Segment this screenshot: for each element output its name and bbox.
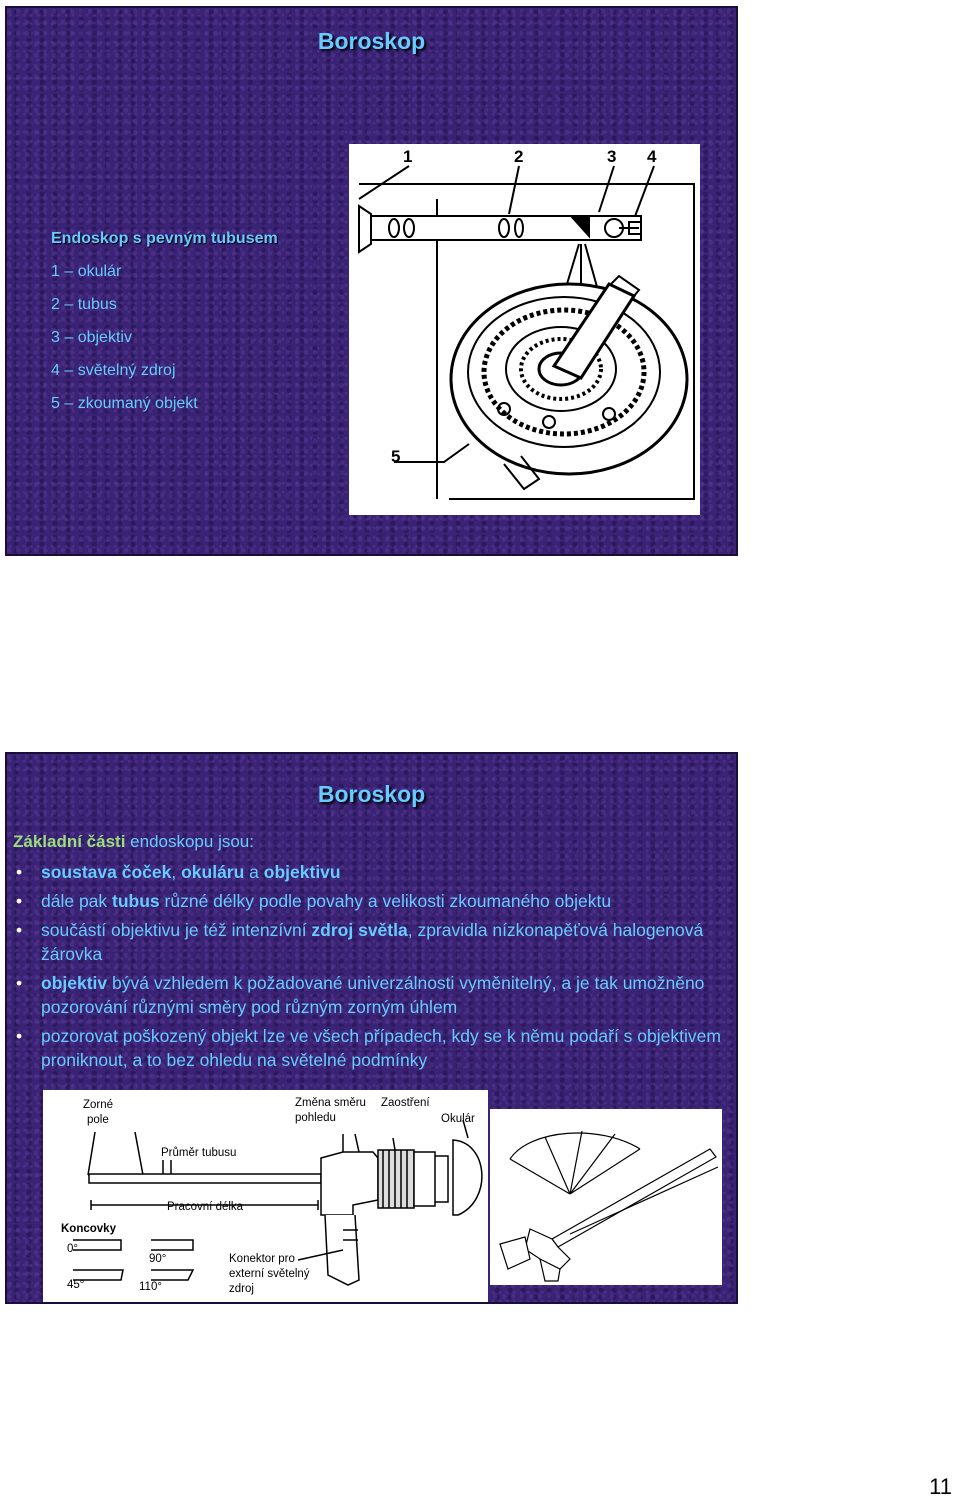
bullet-text: různé délky podle povahy a velikosti zkoumaného objektu: [159, 891, 612, 911]
bullet-text-bold: okuláru: [181, 862, 245, 882]
lbl-45: 45°: [67, 1279, 85, 1291]
bullet-dot: •: [16, 891, 23, 911]
bullet-text: ,: [171, 862, 182, 882]
bullet-text: , zpravidla nízkonapěťová halogenová žárovka: [41, 920, 704, 964]
lbl-110: 110°: [139, 1281, 162, 1293]
label-2: 2: [514, 147, 524, 166]
lbl-okular: Okulár: [441, 1113, 475, 1125]
legend-item: 1 – okulár: [51, 263, 122, 280]
bullet-item: [13, 971, 735, 1019]
lbl-zorne: Zorné: [83, 1099, 114, 1111]
bullet-text: pozorovat poškozený objekt lze ve všech případech, kdy se k němu podaří s objektivem proniknout, a to bez ohledu na světelné podmínky: [41, 1026, 721, 1070]
lbl-zmena2: pohledu: [295, 1112, 336, 1124]
intro-emphasis: Základní části: [13, 832, 126, 851]
lbl-konektor3: zdroj: [229, 1283, 254, 1295]
bullet-text-bold: soustava čoček: [41, 862, 172, 882]
label-3: 3: [607, 147, 617, 166]
legend-item: 2 – tubus: [51, 296, 117, 313]
bullet-text-bold: objektivu: [263, 862, 341, 882]
bullet-dot: •: [16, 1026, 23, 1046]
bullet-item: [13, 860, 735, 884]
intro-text: endoskopu jsou:: [125, 832, 254, 851]
slide-title: Boroskop: [317, 28, 426, 54]
rigid-borescope-drawing: [490, 1109, 722, 1285]
bullet-text-bold: zdroj světla: [311, 920, 408, 940]
intro-line: [13, 832, 254, 852]
page-number: 11: [929, 1474, 952, 1499]
bullet-dot: •: [16, 862, 23, 882]
slide-1: [5, 6, 738, 556]
label-5: 5: [391, 447, 401, 466]
bullet-text: bývá vzhledem k požadované univerzálnosti vyměnitelný, a je tak umožněno pozorování různými směry pod různým zorným úhlem: [41, 973, 705, 1017]
lbl-zmena1: Změna směru: [295, 1097, 366, 1109]
bullet-text-bold: objektiv: [41, 973, 108, 993]
bullet-text: a: [244, 862, 264, 882]
bullet-text: dále pak: [41, 891, 113, 911]
lbl-konektor2: externí světelný: [229, 1268, 310, 1280]
bullet-item: [13, 1024, 735, 1072]
bullet-text-bold: tubus: [112, 891, 160, 911]
legend-item: 4 – světelný zdroj: [51, 362, 176, 379]
legend-item: 5 – zkoumaný objekt: [51, 395, 198, 412]
lbl-prumer: Průměr tubusu: [161, 1147, 237, 1159]
borescope-diagram: [349, 144, 700, 515]
legend-item: 3 – objektiv: [51, 329, 132, 346]
parts-bullet-list: [13, 860, 735, 1077]
borescope-schematic: [43, 1090, 488, 1304]
lbl-zaostreni: Zaostření: [381, 1097, 430, 1109]
slide-2: [5, 752, 738, 1304]
slide-title: Boroskop: [317, 781, 426, 807]
label-4: 4: [647, 147, 657, 166]
lbl-koncovky: Koncovky: [61, 1223, 116, 1235]
bullet-item: [13, 918, 735, 966]
lbl-0: 0°: [67, 1243, 78, 1255]
bullet-dot: •: [16, 973, 23, 993]
legend-heading: Endoskop s pevným tubusem: [51, 230, 278, 247]
lbl-90: 90°: [149, 1253, 167, 1265]
lbl-konektor1: Konektor pro: [229, 1253, 295, 1265]
label-1: 1: [403, 147, 413, 166]
lbl-pracovni: Pracovní délka: [167, 1201, 244, 1213]
lbl-pole: pole: [87, 1114, 109, 1126]
bullet-text: součástí objektivu je též intenzívní: [41, 920, 312, 940]
parts-legend: [51, 222, 278, 420]
bullet-dot: •: [16, 920, 23, 940]
bullet-item: [13, 889, 735, 913]
